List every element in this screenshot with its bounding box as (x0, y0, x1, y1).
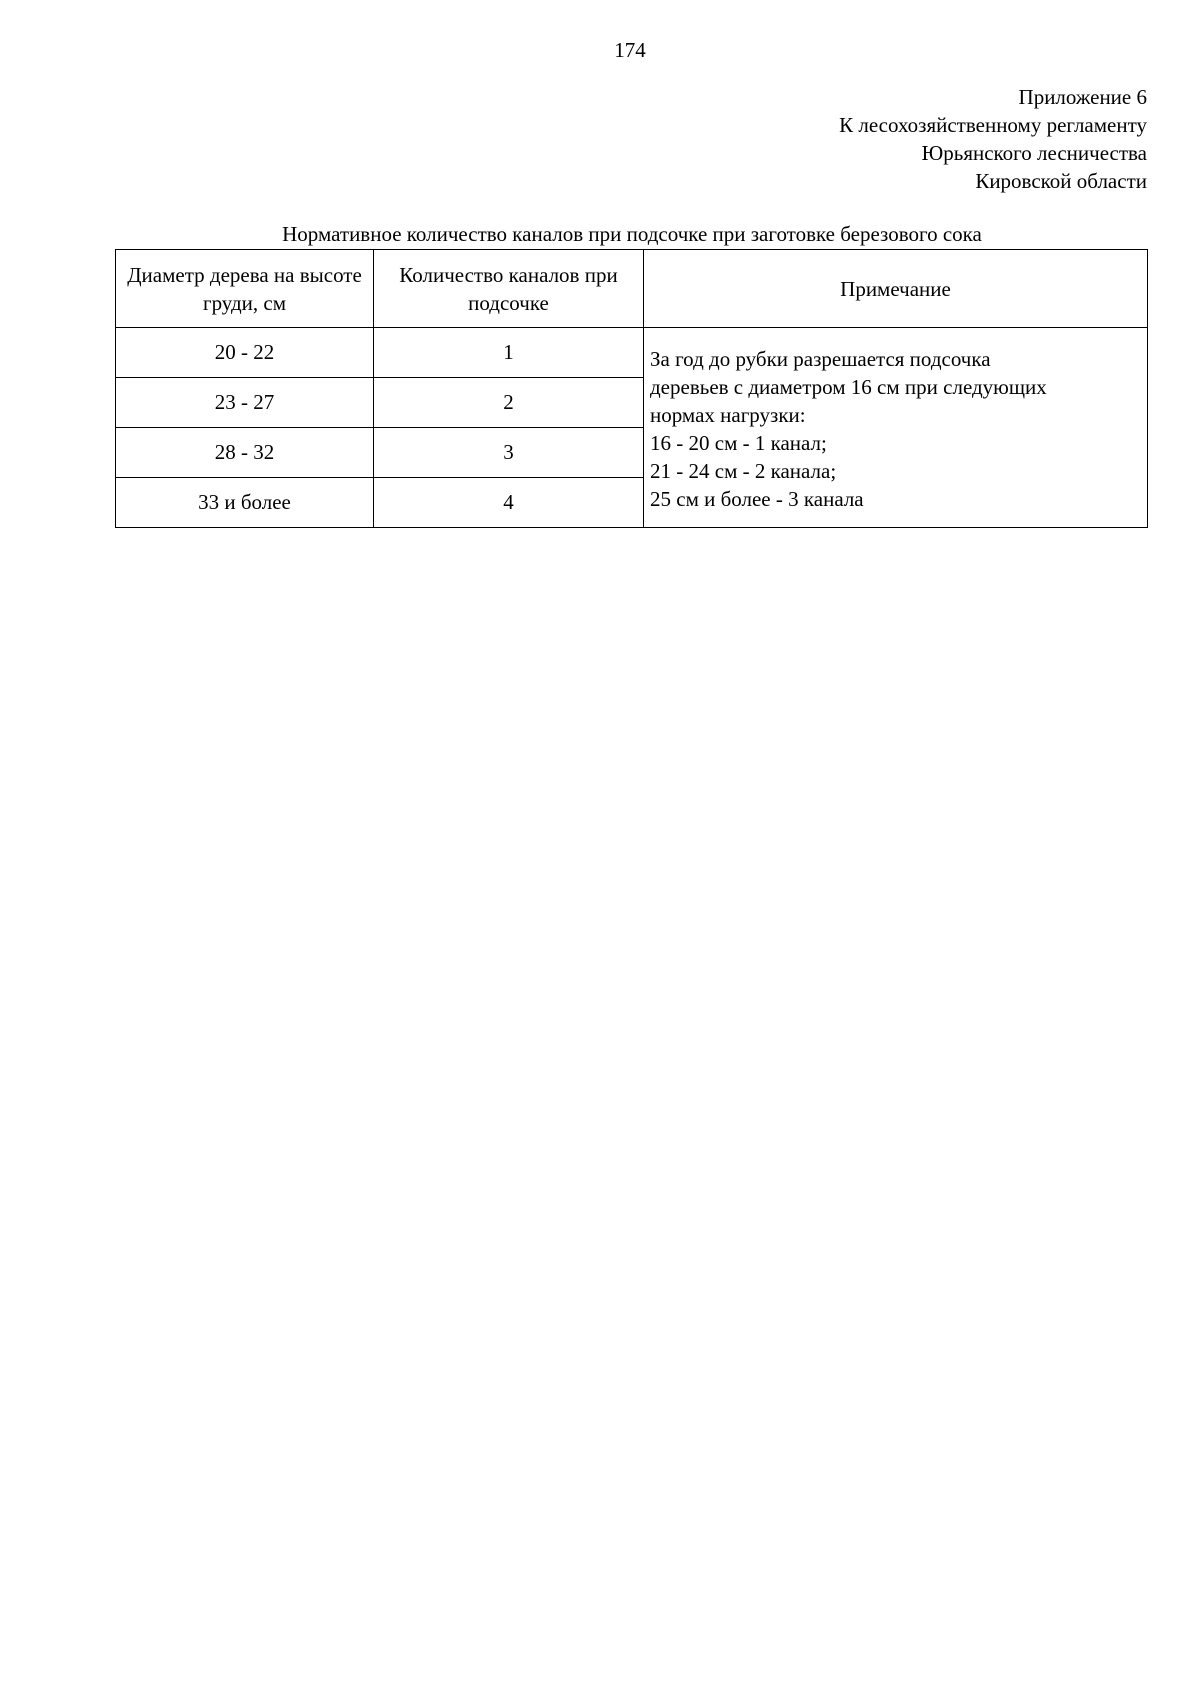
table-caption: Нормативное количество каналов при подсочке при заготовке березового сока (282, 222, 982, 246)
header-diameter: Диаметр дерева на высоте груди, см (116, 250, 374, 328)
header-note: Примечание (644, 250, 1148, 328)
cell-diameter: 20 - 22 (116, 328, 374, 378)
cell-diameter: 33 и более (116, 478, 374, 528)
appendix-heading (839, 83, 1147, 195)
cell-note (644, 328, 1148, 528)
appendix-line: К лесохозяйственному регламенту (839, 113, 1147, 137)
table-header-row (116, 250, 1148, 328)
cell-channels: 1 (374, 328, 644, 378)
note-line: За год до рубки разрешается подсочка (650, 347, 991, 371)
cell-channels: 2 (374, 378, 644, 428)
note-line: деревьев с диаметром 16 см при следующих (650, 375, 1047, 399)
cell-channels: 3 (374, 428, 644, 478)
appendix-line: Юрьянского лесничества (921, 141, 1147, 165)
appendix-line: Приложение 6 (1018, 85, 1147, 109)
note-line: 25 см и более - 3 канала (650, 487, 864, 511)
channels-norm-table (115, 249, 1148, 528)
header-channels: Количество каналов при подсочке (374, 250, 644, 328)
appendix-line: Кировской области (975, 169, 1147, 193)
note-line: 16 - 20 см - 1 канал; (650, 431, 827, 455)
cell-diameter: 28 - 32 (116, 428, 374, 478)
note-line: нормах нагрузки: (650, 403, 806, 427)
cell-diameter: 23 - 27 (116, 378, 374, 428)
note-line: 21 - 24 см - 2 канала; (650, 459, 837, 483)
page-number: 174 (614, 38, 646, 62)
cell-channels: 4 (374, 478, 644, 528)
table-row (116, 328, 1148, 378)
